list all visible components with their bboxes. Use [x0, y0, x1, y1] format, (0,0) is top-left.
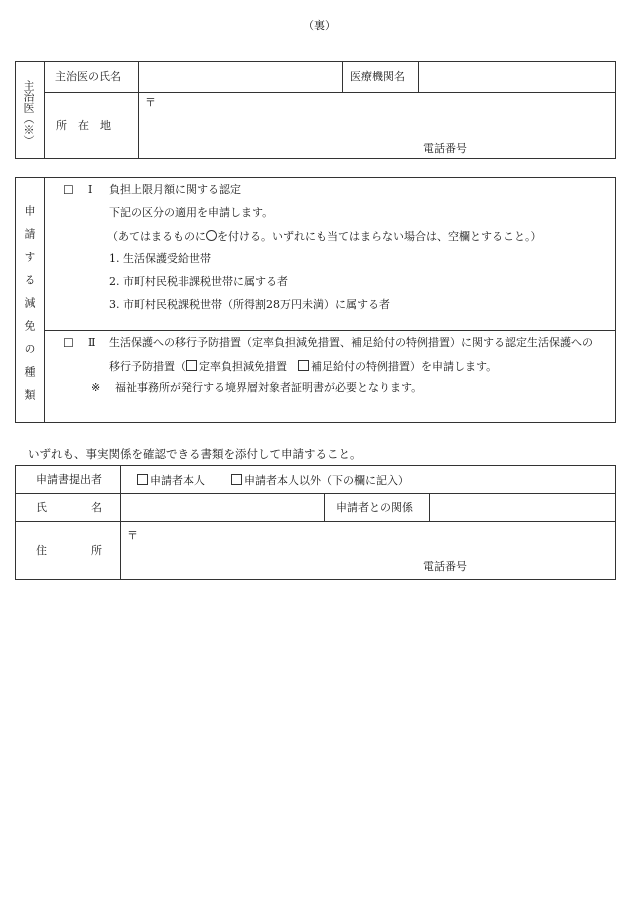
option1-item-2[interactable]: 2. 市町村民税非課税世帯に属する者	[109, 275, 288, 288]
applicant-postal-mark: 〒	[127, 529, 138, 542]
institution-field[interactable]	[419, 62, 614, 92]
applicant-name-label: 氏 名	[36, 501, 102, 514]
applicant-phone-label: 電話番号	[423, 560, 467, 573]
applicant-address-label: 住 所	[36, 544, 102, 557]
option2-note: 福祉事務所が発行する境界層対象者証明書が必要となります。	[115, 381, 423, 394]
page-header: （裏）	[303, 19, 336, 32]
postal-mark: 〒	[145, 96, 156, 109]
self-option-label: 申請者本人	[150, 474, 205, 487]
other-option[interactable]	[231, 474, 409, 486]
option2-line2-b: 定率負担減免措置	[199, 360, 298, 373]
option1-item-3[interactable]: 3. 市町村民税課税世帯（所得割28万円未満）に属する者	[109, 298, 390, 311]
option1-numeral: Ⅰ	[88, 183, 93, 196]
institution-label: 医療機関名	[350, 70, 405, 83]
self-checkbox-icon[interactable]	[137, 474, 148, 485]
other-option-label: 申請者本人以外（下の欄に記入）	[244, 474, 409, 487]
physician-side-label: 主治医（※）	[22, 80, 35, 146]
instruction-text: いずれも、事実関係を確認できる書類を添付して申請すること。	[28, 447, 362, 461]
relation-field[interactable]	[430, 494, 614, 521]
option2-line2	[109, 360, 497, 372]
option2-line2-c: 補足給付の特例措置）を申請します。	[311, 360, 498, 373]
supplementary-benefit-checkbox-icon[interactable]	[298, 360, 309, 371]
option2-checkbox[interactable]: ☐	[63, 336, 74, 350]
option1-checkbox[interactable]: ☐	[63, 183, 74, 197]
option1-item-1[interactable]: 1. 生活保護受給世帯	[109, 252, 211, 265]
option2-line2-a: 移行予防措置（	[109, 360, 186, 373]
physician-name-label: 主治医の氏名	[55, 70, 121, 83]
submitter-label: 申請書提出者	[36, 473, 102, 486]
other-checkbox-icon[interactable]	[231, 474, 242, 485]
applicant-address-field[interactable]	[121, 522, 614, 579]
option2-line1: 生活保護への移行予防措置（定率負担減免措置、補足給付の特例措置）に関する認定生活保護への	[109, 336, 593, 349]
option1-line1: 下記の区分の適用を申請します。	[109, 206, 274, 219]
applicant-name-field[interactable]	[121, 494, 323, 521]
rate-reduction-checkbox-icon[interactable]	[186, 360, 197, 371]
physician-address-label: 所 在 地	[56, 119, 111, 132]
physician-address-field[interactable]	[139, 93, 614, 157]
circle-mark-icon	[206, 230, 217, 241]
relation-label: 申請者との関係	[336, 501, 413, 514]
option2-numeral: Ⅱ	[88, 336, 96, 349]
option2-note-mark: ※	[91, 381, 101, 394]
option1-line2-post: を付ける。いずれにも当てはまらない場合は、空欄とすること。）	[217, 230, 542, 243]
option1-line2	[107, 230, 542, 242]
reduction-side-label: 申請する減免の種類	[23, 205, 36, 412]
option1-line2-pre: （あてはまるものに	[107, 230, 206, 243]
option1-title: 負担上限月額に関する認定	[109, 183, 241, 196]
physician-phone-label: 電話番号	[423, 142, 467, 155]
self-option[interactable]	[137, 474, 205, 486]
physician-name-field[interactable]	[139, 62, 341, 92]
